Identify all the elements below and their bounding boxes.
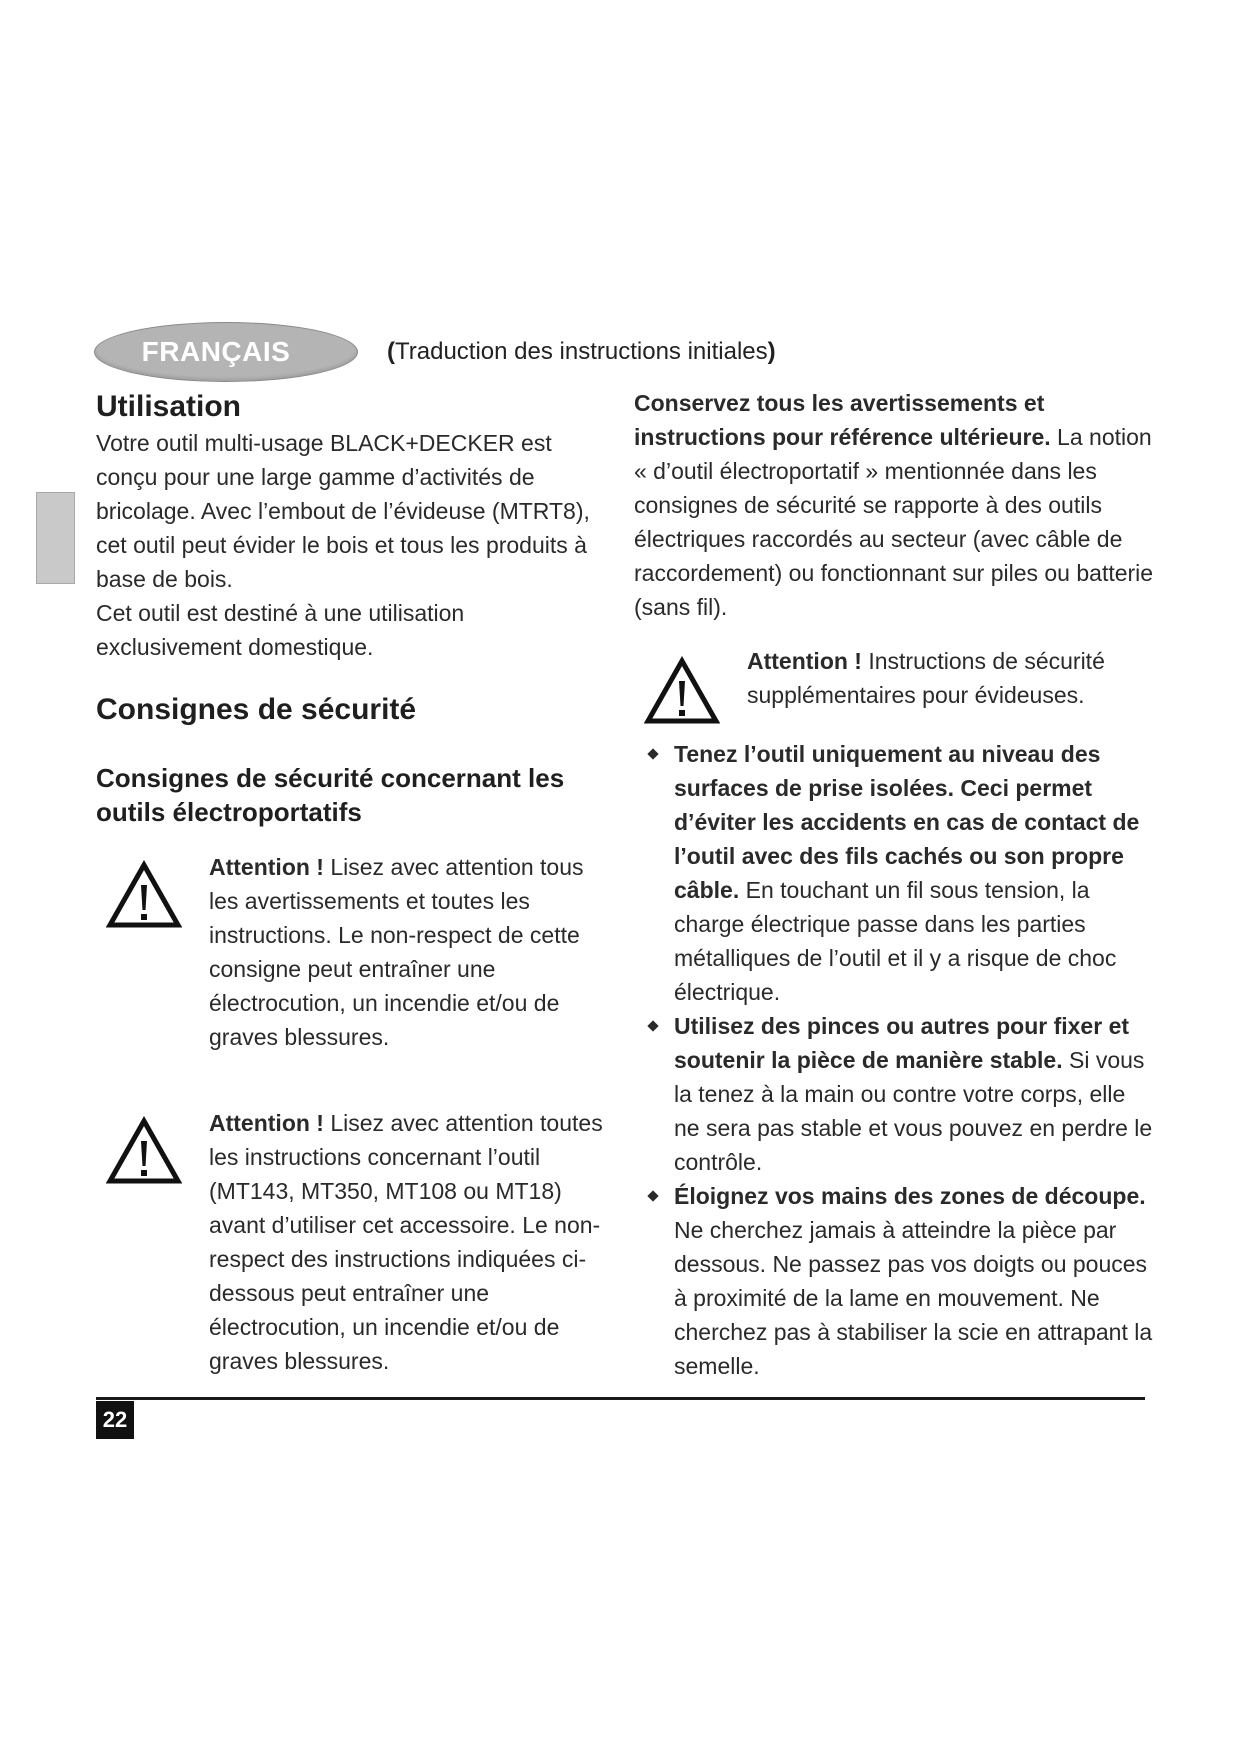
warning-block-1 [96,850,616,1054]
safety-bullet-list [634,737,1154,1383]
bullet-3-text: Ne cherchez jamais à atteindre la pièce par dessous. Ne passez pas vos doigts ou pouces à proximité de la lame en mouvement. Ne cherchez pas à stabiliser la scie en attrapant la semelle. [674,1217,1153,1379]
translation-note-text: Traduction des instructions initiales [395,338,768,365]
keep-instructions-bold: Conservez tous les avertissements et instructions pour référence ultérieure. [634,390,1051,450]
safety-subheading: Consignes de sécurité concernant les outils électroportatifs [96,763,565,827]
warning-triangle-icon [644,656,720,726]
bullet-3-bold: Éloignez vos mains des zones de découpe. [674,1183,1146,1209]
language-badge [94,322,358,382]
keep-instructions-text: La notion « d’outil électroportatif » mentionnée dans les consignes de sécurité se rapporte à des outils électriques raccordés au secteur (avec câble de raccordement) ou fonctionnant sur piles ou batterie (sans fil). [634,424,1154,620]
warning-1-text [209,850,616,1054]
warning-block-3 [634,644,1154,712]
section-side-tab [36,492,75,584]
bullet-1-text: En touchant un fil sous tension, la charge électrique passe dans les parties métalliques de l’outil et il y a risque de choc électrique. [674,877,1117,1005]
warning-triangle-icon [106,1116,182,1186]
translation-note [387,338,776,366]
warning-triangle-icon [106,860,182,930]
warning-3-body: Instructions de sécurité supplémentaires pour évideuses. [747,648,1105,708]
warning-2-body: Lisez avec attention toutes les instructions concernant l’outil (MT143, MT350, MT108 ou MT18) avant d’utiliser cet accessoire. Le non-respect des instructions indiquées ci-dessous peut entraîner une électrocution, un incendie et/ou de graves blessures. [209,1110,603,1374]
keep-instructions-paragraph [634,386,1154,624]
paren-close: ) [767,338,776,365]
warning-1-body: Lisez avec attention tous les avertissements et toutes les instructions. Le non-respect de cette consigne peut entraîner une électrocution, un incendie et/ou de graves blessures. [209,854,584,1050]
utilisation-heading: Utilisation [96,390,242,423]
bullet-1-bold: Tenez l’outil uniquement au niveau des surfaces de prise isolées. Ceci permet d’éviter les accidents en cas de contact de l’outil avec des fils cachés ou son propre câble. [674,741,1140,903]
right-column [634,388,1154,1383]
warning-3-label: Attention ! [747,648,862,674]
paren-open: ( [387,338,395,365]
bullet-diamond-icon [647,1190,658,1201]
language-label: FRANÇAIS [141,336,291,367]
bullet-diamond-icon [647,1020,658,1031]
utilisation-paragraph-1: Votre outil multi-usage BLACK+DECKER est conçu pour une large gamme d’activités de bricolage. Avec l’embout de l’évideuse (MTRT8), cet outil peut évider le bois et tous les produits à base de bois. [96,430,590,592]
warning-3-text [747,644,1154,712]
safety-heading: Consignes de sécurité [96,693,417,726]
list-item [634,1179,1154,1383]
utilisation-paragraph-2: Cet outil est destiné à une utilisation exclusivement domestique. [96,600,465,660]
warning-block-2 [96,1106,616,1378]
bullet-diamond-icon [647,748,658,759]
bullet-2-text: Si vous la tenez à la main ou contre votre corps, elle ne sera pas stable et vous pouvez en perdre le contrôle. [674,1047,1153,1175]
warning-2-text [209,1106,616,1378]
list-item [634,737,1154,1009]
warning-1-label: Attention ! [209,854,324,880]
page-number: 22 [96,1401,134,1439]
footer-rule [96,1397,1145,1400]
list-item [634,1009,1154,1179]
bullet-2-bold: Utilisez des pinces ou autres pour fixer et soutenir la pièce de manière stable. [674,1013,1130,1073]
left-column [96,388,616,1378]
warning-2-label: Attention ! [209,1110,324,1136]
